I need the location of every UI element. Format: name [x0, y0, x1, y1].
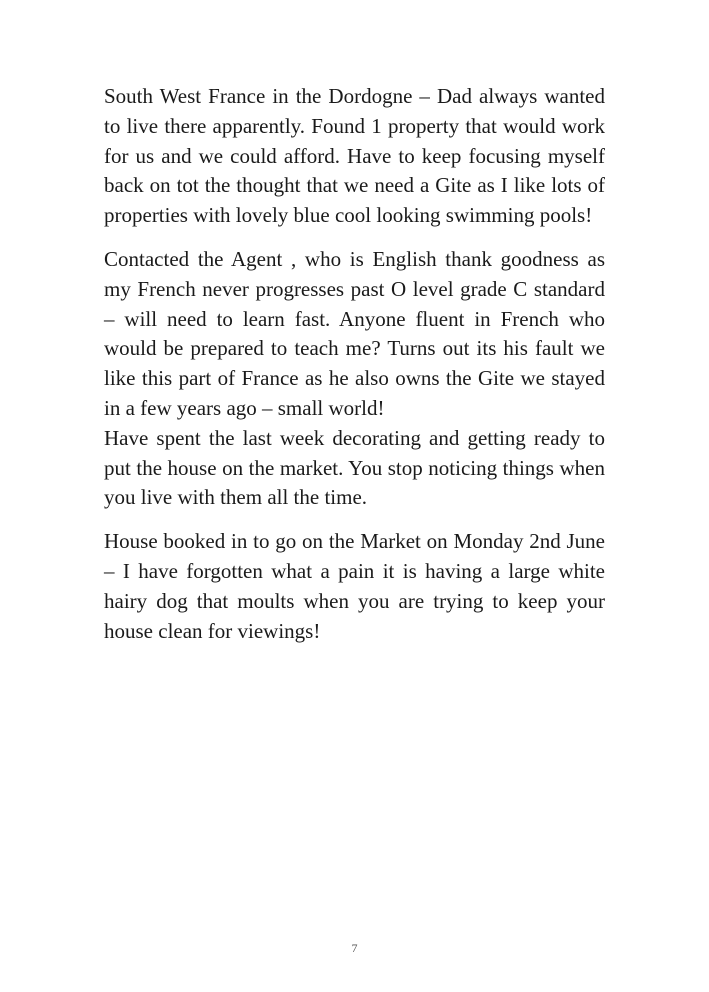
page-number: 7: [351, 941, 358, 955]
body-text: [104, 82, 605, 646]
paragraph-dordogne: South West France in the Dordogne – Dad always wanted to live there apparently. Found 1 property that would work for us and we could afford. Have to keep focusing myself back on tot the thought that we need a Gite as I like lots of properties with lovely blue cool looking swimming pools!: [104, 84, 605, 228]
paragraph-decorating: Have spent the last week decorating and getting ready to put the house on the market. You stop noticing things when you live with them all the time.: [104, 425, 605, 510]
paragraph-market: House booked in to go on the Market on Monday 2nd June – I have forgotten what a pain it is having a large white hairy dog that moults when you are trying to keep your house clean for viewings!: [104, 529, 605, 643]
paragraph-agent: Contacted the Agent , who is English thank goodness as my French never progresses past O level grade C standard – will need to learn fast. Anyone fluent in French who would be prepared to teach me? Turns out its his fault we like this part of France as he also owns the Gite we stayed in a few years ago – small world!: [104, 246, 605, 420]
